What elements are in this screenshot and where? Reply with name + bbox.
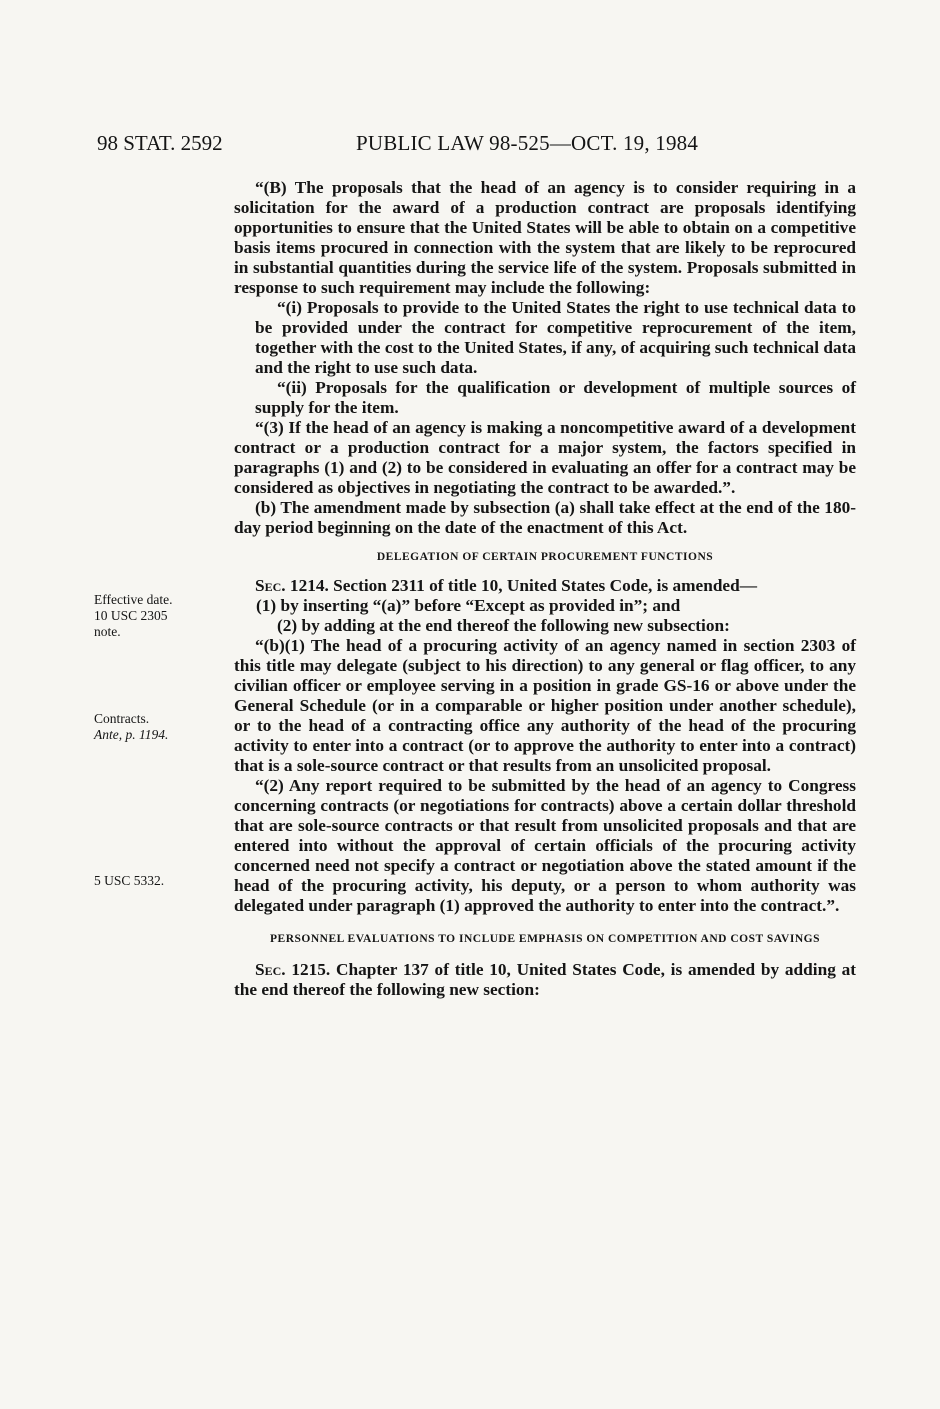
sec-1215-text: 1215. Chapter 137 of title 10, United States Code, is amended by adding at the end thereof the following new section:	[234, 960, 856, 999]
paragraph-i: “(i) Proposals to provide to the United States the right to use technical data to be provided under the contract for competitive reprocurement of the item, together with the cost to the United States, if any, of acquiring such technical data and the right to use such data.	[255, 298, 856, 377]
margin-note-effective-date	[94, 592, 172, 640]
section-heading-personnel: PERSONNEL EVALUATIONS TO INCLUDE EMPHASIS ON COMPETITION AND COST SAVINGS	[270, 933, 820, 945]
margin-note-line: Contracts.	[94, 711, 150, 726]
sec-1214-text: 1214. Section 2311 of title 10, United States Code, is amended—	[285, 576, 757, 595]
margin-note-5-usc-5332	[94, 873, 164, 889]
sec-label: Sec.	[255, 960, 286, 979]
paragraph-b-proposals: “(B) The proposals that the head of an agency is to consider requiring in a solicitation for the award of a production contract are proposals identifying opportunities to ensure that the United States will be able to obtain on a competitive basis items procured in connection with the system that are likely to be reprocured in substantial quantities during the service life of the system. Proposals submitted in response to such requirement may include the following:	[234, 178, 856, 297]
page-header	[0, 131, 940, 161]
section-heading-delegation: DELEGATION OF CERTAIN PROCUREMENT FUNCTIONS	[376, 551, 714, 563]
paragraph-3: “(3) If the head of an agency is making a noncompetitive award of a development contract or a production contract for a major system, the factors specified in paragraphs (1) and (2) to be considered in evaluating an offer for a contract may be considered as objectives in negotiating the contract to be awarded.”.	[234, 418, 856, 497]
law-citation: PUBLIC LAW 98-525—OCT. 19, 1984	[356, 131, 699, 155]
margin-note-line: 5 USC 5332.	[94, 873, 165, 888]
paragraph-b1-delegation: “(b)(1) The head of a procuring activity of an agency named in section 2303 of this title may delegate (subject to his direction) to any general or flag officer, to any civilian officer or employee serving in a position in grade GS-16 or above under the General Schedule (or in a comparable or higher position under another schedule), or to the head of a contracting office any authority of the head of the procuring activity to enter into a contract (or to approve the authority to enter into a contract) that is a sole-source contract or that results from an unsolicited proposal.	[234, 636, 856, 775]
paragraph-1-inserting: (1) by inserting “(a)” before “Except as provided in”; and	[256, 596, 681, 615]
margin-note-line: Effective date.	[94, 592, 173, 607]
stat-page-number: 98 STAT. 2592	[97, 131, 223, 155]
margin-note-contracts	[94, 711, 168, 743]
section-1215	[234, 960, 856, 1000]
section-1214	[234, 576, 856, 596]
paragraph-2-adding: (2) by adding at the end thereof the following new subsection:	[277, 616, 730, 635]
sec-label: Sec.	[255, 576, 286, 595]
margin-note-line: Ante, p. 1194.	[94, 727, 169, 742]
margin-note-line: 10 USC 2305	[94, 608, 168, 623]
paragraph-2-report: “(2) Any report required to be submitted by the head of an agency to Congress concerning contracts (or negotiations for contracts) above a certain dollar threshold that are sole-source contracts or that result from unsolicited proposals and that are entered into without the approval of certain officials of the procuring activity concerned need not specify a contract or negotiation above the stated amount if the head of the procuring activity, his deputy, or a person to whom authority was delegated under paragraph (1) approved the authority to enter into the contract.”.	[234, 776, 856, 915]
document-body	[234, 178, 856, 1000]
margin-note-line: note.	[94, 624, 121, 639]
paragraph-ii: “(ii) Proposals for the qualification or development of multiple sources of supply for the item.	[255, 378, 856, 417]
paragraph-b-effective: (b) The amendment made by subsection (a) shall take effect at the end of the 180-day period beginning on the date of the enactment of this Act.	[234, 498, 856, 537]
